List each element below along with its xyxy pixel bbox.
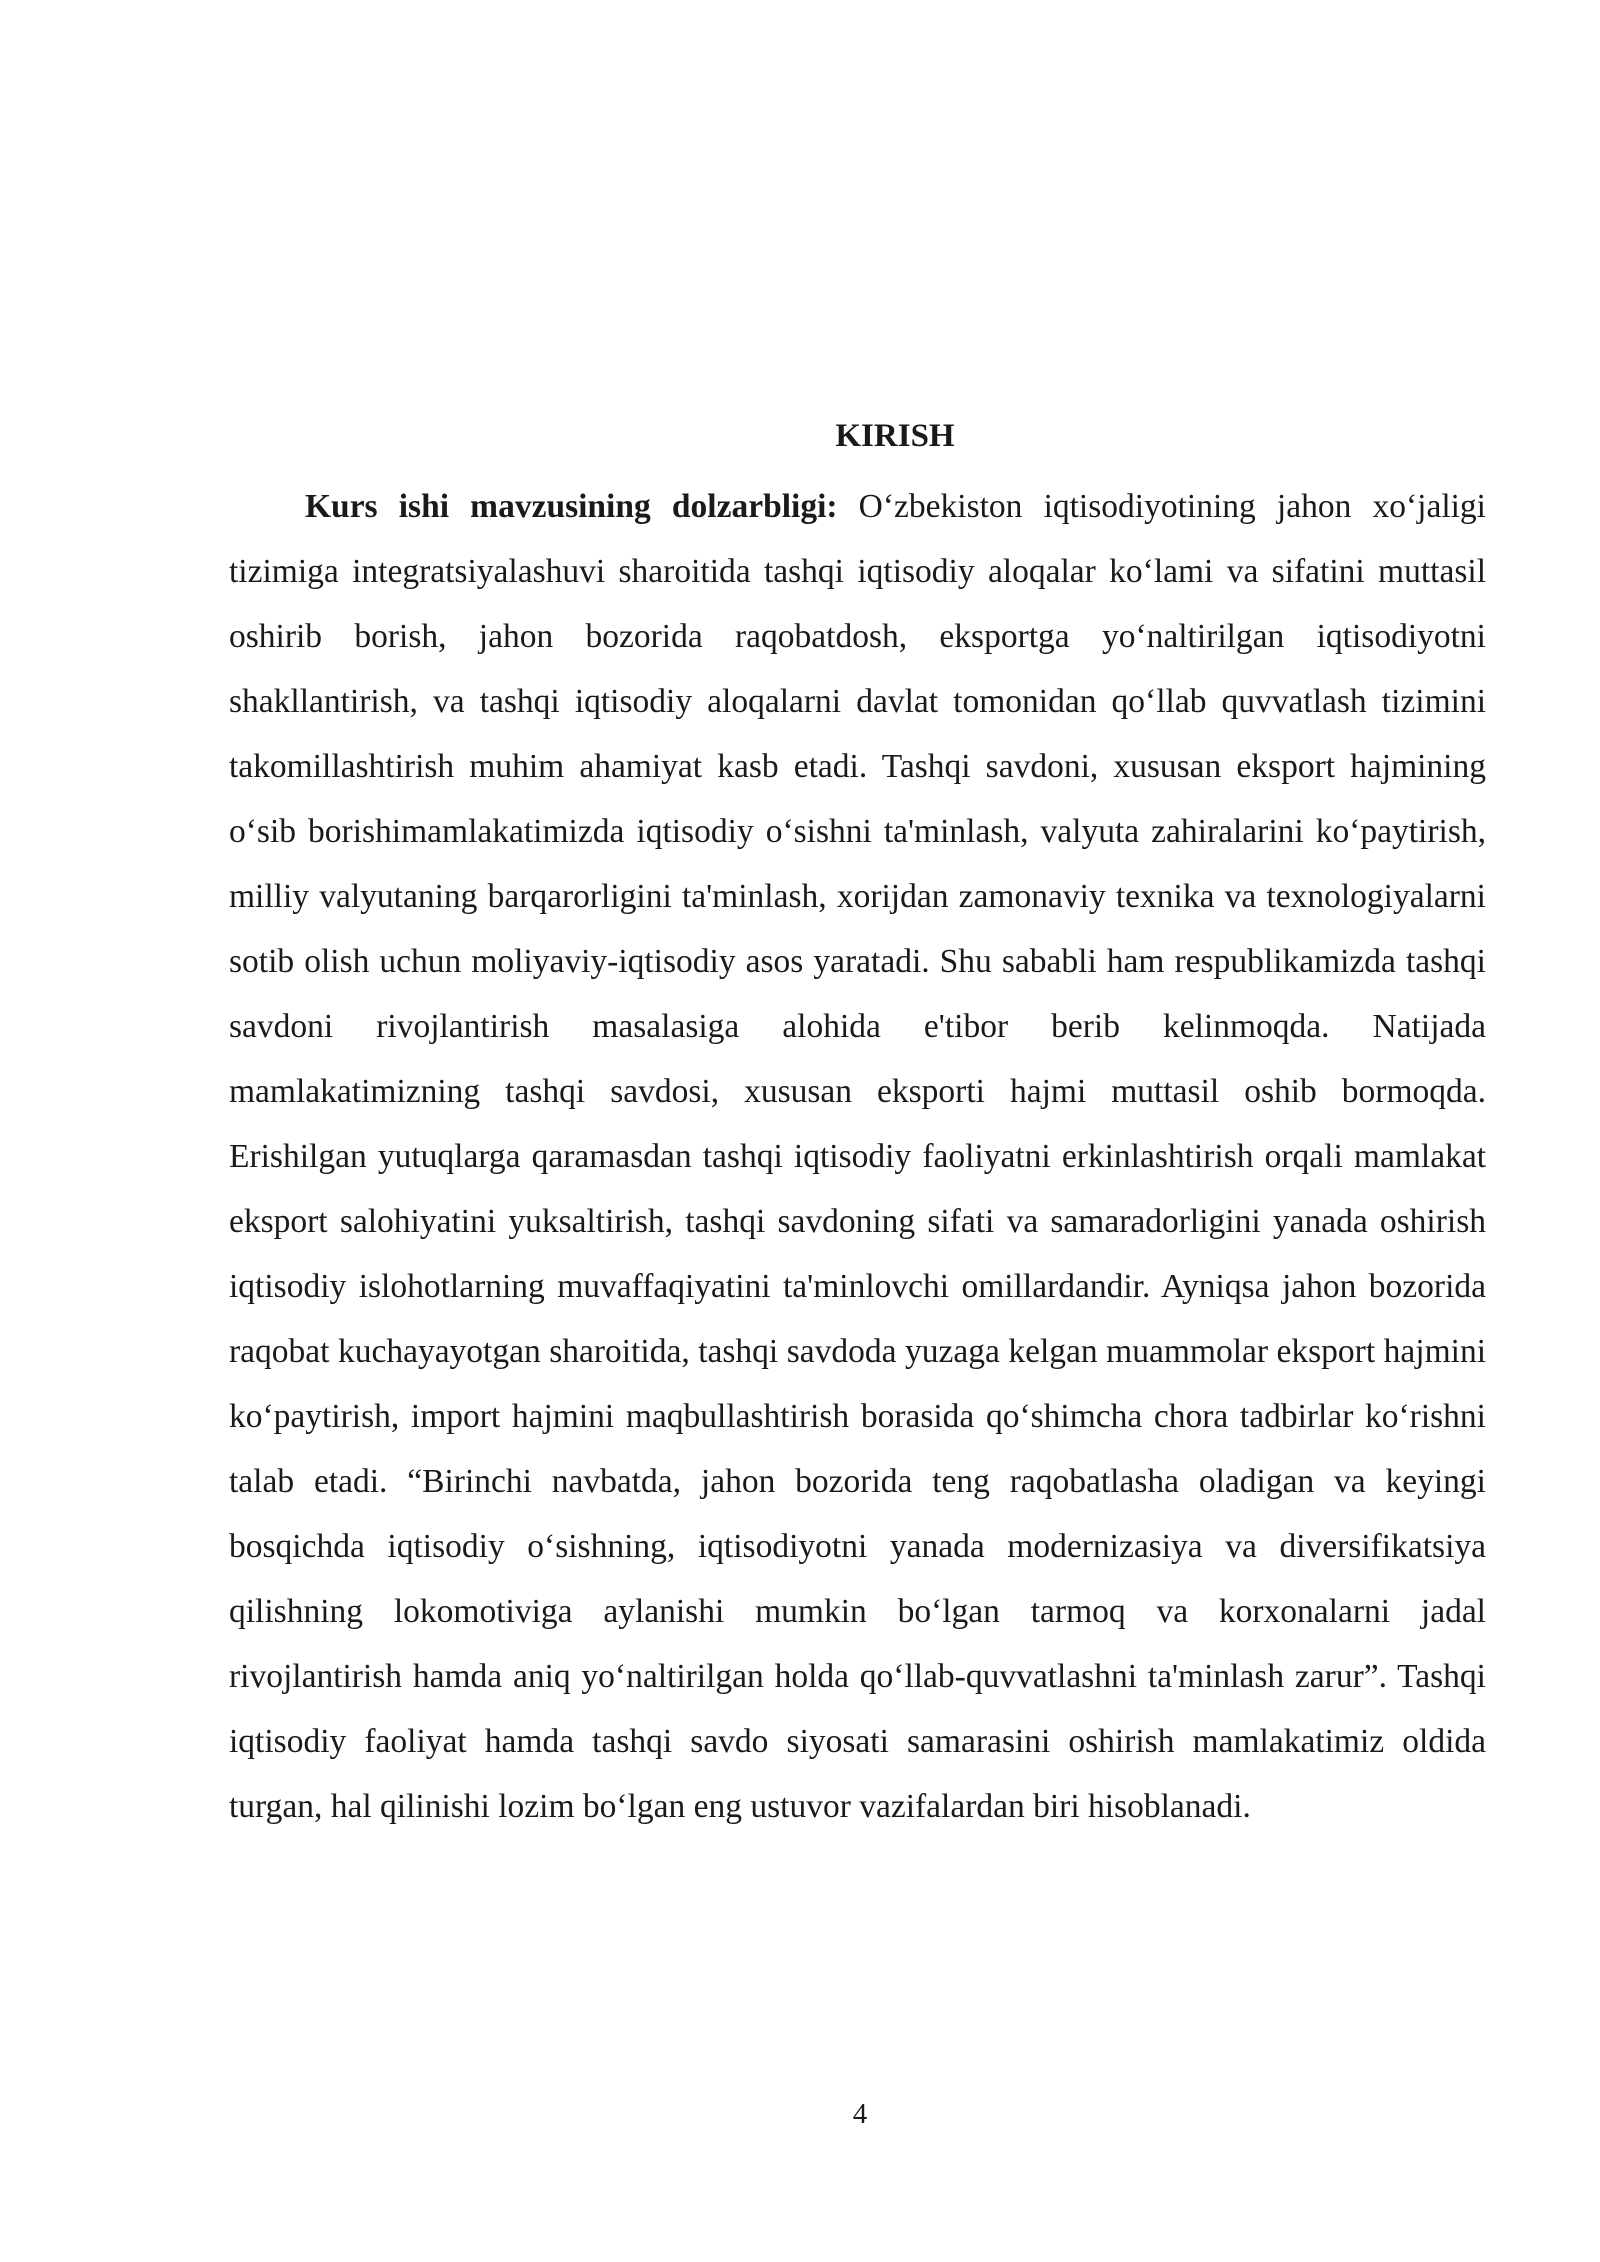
page-number: 4	[852, 2098, 868, 2130]
paragraph-text: O‘zbekiston iqtisodiyotining jahon xo‘jaligi tizimiga integratsiyalashuvi sharoitida tashqi iqtisodiy aloqalar ko‘lami va sifatini muttasil oshirib borish, jahon bozorida raqobatdosh, eksportga yo‘naltirilgan iqtisodiyotni shakllantirish, va tashqi iqtisodiy aloqalarni davlat tomonidan qo‘llab quvvatlash tizimini takomillashtirish muhim ahamiyat kasb etadi. Tashqi savdoni, xususan eksport hajmining o‘sib borishimamlakatimizda iqtisodiy o‘sishni ta'minlash, valyuta zahiralarini ko‘paytirish, milliy valyutaning barqarorligini ta'minlash, xorijdan zamonaviy texnika va texnologiyalarni sotib olish uchun moliyaviy-iqtisodiy asos yaratadi. Shu sababli ham respublikamizda tashqi savdoni rivojlantirish masalasiga alohida e'tibor berib kelinmoqda. Natijada mamlakatimizning tashqi savdosi, xususan eksporti hajmi muttasil oshib bormoqda. Erishilgan yutuqlarga qaramasdan tashqi iqtisodiy faoliyatni erkinlashtirish orqali mamlakat eksport salohiyatini yuksaltirish, tashqi savdoning sifati va samaradorligini yanada oshirish iqtisodiy islohotlarning muvaffaqiyatini ta'minlovchi omillardandir. Ayniqsa jahon bozorida raqobat kuchayayotgan sharoitida, tashqi savdoda yuzaga kelgan muammolar eksport hajmini ko‘paytirish, import hajmini maqbullashtirish borasida qo‘shimcha chora tadbirlar ko‘rishni talab etadi. “Birinchi navbatda, jahon bozorida teng raqobatlasha oladigan va keyingi bosqichda iqtisodiy o‘sishning, iqtisodiyotni yanada modernizasiya va diversifikatsiya qilishning lokomotiviga aylanishi mumkin bo‘lgan tarmoq va korxonalarni jadal rivojlantirish hamda aniq yo‘naltirilgan holda qo‘llab-quvvatlashni ta'minlash zarur”. Tashqi iqtisodiy faoliyat hamda tashqi savdo siyosati samarasini oshirish mamlakatimiz oldida turgan, hal qilinishi lozim bo‘lgan eng ustuvor vazifalardan biri hisoblanadi.	[229, 488, 1486, 1825]
section-heading: KIRISH	[835, 418, 955, 454]
lead-label: Kurs ishi mavzusining dolzarbligi:	[305, 488, 838, 525]
body-paragraph	[229, 474, 1486, 1839]
